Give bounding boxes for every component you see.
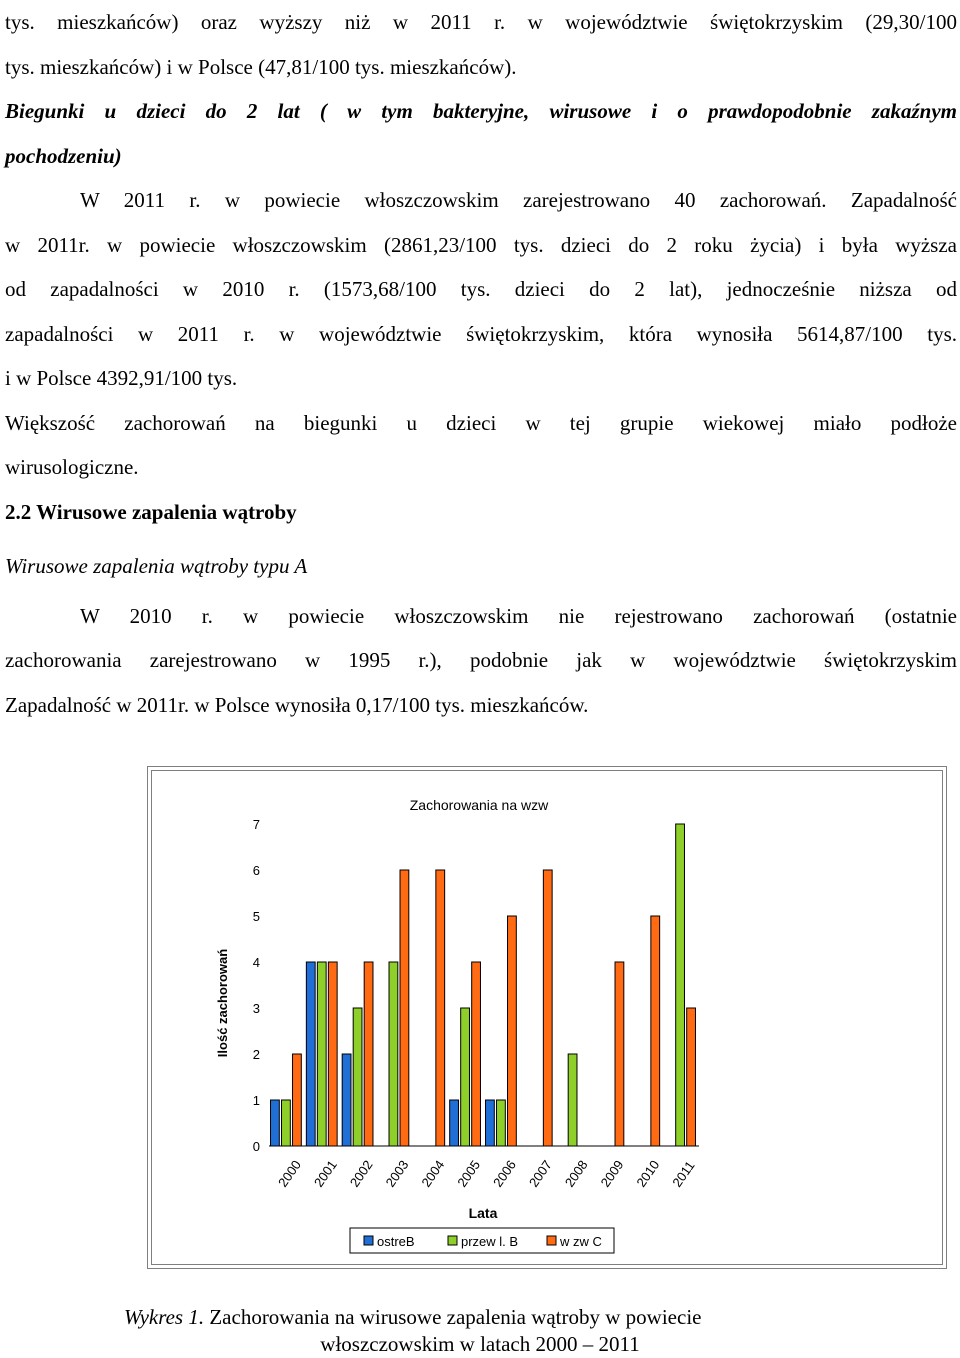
bar-przew-l-b-2011 (676, 824, 685, 1146)
x-tick-label: 2002 (346, 1157, 376, 1190)
x-tick-label: 2006 (490, 1157, 519, 1190)
bar-w-zw-c-2007 (543, 870, 552, 1146)
bar-w-zw-c-2005 (472, 962, 481, 1146)
bar-w-zw-c-2009 (615, 962, 624, 1146)
bar-w-zw-c-2006 (508, 916, 517, 1146)
legend-label: ostreB (377, 1234, 415, 1249)
x-tick-label: 2005 (454, 1157, 484, 1190)
y-tick-label: 3 (252, 1001, 260, 1016)
chart (147, 766, 948, 1270)
bar-przew-l-b-2001 (317, 962, 326, 1146)
legend-label: w zw C (560, 1234, 602, 1249)
legend-swatch (448, 1236, 457, 1245)
bar-w-zw-c-2010 (651, 916, 660, 1146)
caption-text-line1: Zachorowania na wirusowe zapalenia wątroby w powiecie (209, 1305, 702, 1329)
bar-w-zw-c-2002 (364, 962, 373, 1146)
x-tick-label: 2011 (669, 1158, 698, 1190)
x-tick-label: 2000 (275, 1157, 304, 1190)
text-line: zachorowania zarejestrowano w 1995 r.), podobnie jak w województwie świętokrzyskim (5, 648, 957, 672)
bar-ostreb-2002 (342, 1054, 351, 1146)
x-tick-label: 2009 (597, 1157, 627, 1190)
legend-swatch (364, 1236, 373, 1245)
text-line: W 2010 r. w powiecie włoszczowskim nie rejestrowano zachorowań (ostatnie (80, 603, 957, 628)
y-tick-label: 0 (252, 1139, 260, 1154)
x-tick-label: 2001 (310, 1157, 340, 1190)
x-tick-label: 2010 (633, 1157, 663, 1190)
legend-swatch (547, 1236, 556, 1245)
text-line: zapadalności w 2011 r. w województwie świętokrzyskim, która wynosiła 5614,87/100 tys. (5, 321, 957, 346)
y-tick-label: 2 (252, 1047, 260, 1062)
text-line: w 2011r. w powiecie włoszczowskim (2861,23/100 tys. dzieci do 2 roku życia) i była wyższa (5, 232, 957, 257)
bar-przew-l-b-2002 (353, 1008, 362, 1146)
y-tick-label: 7 (252, 817, 260, 832)
figure-caption (124, 1304, 884, 1331)
text-line: od zapadalności w 2010 r. (1573,68/100 tys. dzieci do 2 lat), jednocześnie niższa od (5, 277, 957, 301)
text-line: Zapadalność w 2011r. w Polsce wynosiła 0,17/100 tys. mieszkańców. (5, 692, 589, 717)
bar-ostreb-2000 (271, 1100, 280, 1146)
x-tick-label: 2004 (418, 1157, 448, 1190)
text-line: wirusologiczne. (5, 455, 139, 479)
bar-w-zw-c-2000 (293, 1054, 302, 1146)
bar-ostreb-2006 (486, 1100, 495, 1146)
bar-w-zw-c-2011 (687, 1008, 696, 1146)
bar-przew-l-b-2000 (282, 1100, 291, 1146)
bar-w-zw-c-2001 (328, 962, 337, 1146)
bar-ostreb-2001 (306, 962, 315, 1146)
text-line: pochodzeniu) (5, 143, 122, 168)
y-tick-label: 4 (252, 955, 260, 970)
x-tick-label: 2007 (525, 1157, 555, 1190)
caption-label: Wykres 1. (124, 1305, 205, 1329)
x-axis-label: Lata (468, 1205, 498, 1221)
x-tick-label: 2003 (382, 1157, 412, 1190)
text-line: i w Polsce 4392,91/100 tys. (5, 366, 238, 390)
bar-przew-l-b-2005 (461, 1008, 470, 1146)
text-line: Biegunki u dzieci do 2 lat ( w tym bakteryjne, wirusowe i o prawdopodobnie zakaźnym (5, 99, 957, 123)
legend-label: przew l. B (461, 1234, 519, 1249)
text-line: Większość zachorowań na biegunki u dzieci w tej grupie wiekowej miało podłoże (5, 410, 957, 435)
text-line: tys. mieszkańców) oraz wyższy niż w 2011 r. w województwie świętokrzyskim (29,30/100 (5, 10, 957, 34)
y-tick-label: 5 (252, 909, 260, 924)
bar-przew-l-b-2003 (389, 962, 398, 1146)
bar-ostreb-2005 (450, 1100, 459, 1146)
y-axis-label: Ilość zachorowań (215, 948, 230, 1058)
figure-caption-line2: włoszczowskim w latach 2000 – 2011 (320, 1332, 640, 1356)
text-line: 2.2 Wirusowe zapalenia wątroby (5, 499, 297, 524)
x-tick-label: 2008 (561, 1157, 591, 1190)
chart-title: Zachorowania na wzw (409, 797, 549, 813)
document-body (5, 0, 957, 727)
text-line: tys. mieszkańców) i w Polsce (47,81/100 tys. mieszkańców). (5, 54, 517, 79)
legend (350, 1228, 614, 1253)
bar-przew-l-b-2006 (497, 1100, 506, 1146)
text-line: W 2011 r. w powiecie włoszczowskim zarejestrowano 40 zachorowań. Zapadalność (80, 188, 957, 212)
y-tick-label: 1 (252, 1093, 260, 1108)
bar-w-zw-c-2003 (400, 870, 409, 1146)
bar-w-zw-c-2004 (436, 870, 445, 1146)
y-tick-label: 6 (252, 863, 260, 878)
bar-przew-l-b-2008 (568, 1054, 577, 1146)
text-line: Wirusowe zapalenia wątroby typu A (5, 554, 308, 578)
